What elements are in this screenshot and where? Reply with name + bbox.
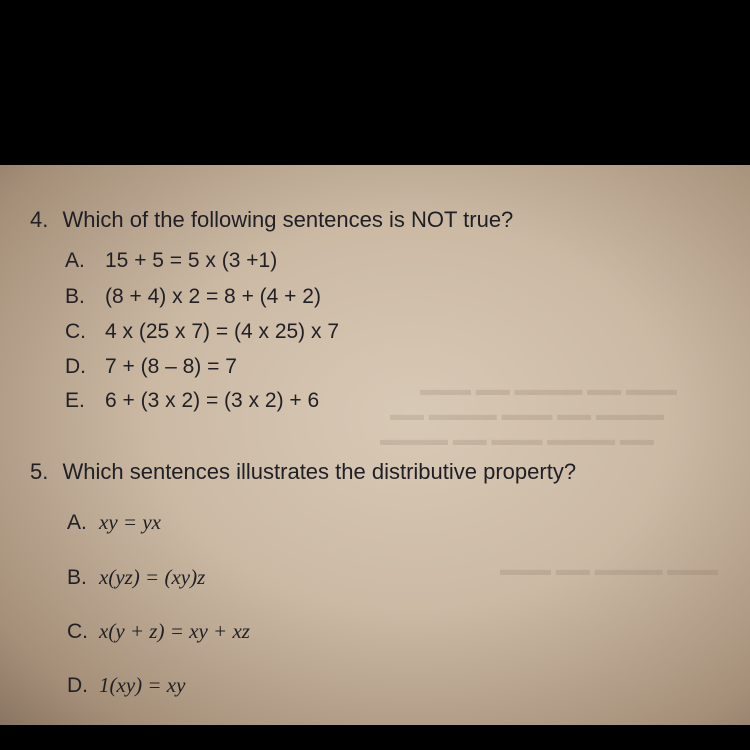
question-number: 5.	[30, 459, 49, 484]
show-through-texture: ▬▬▬ ▬▬▬▬ ▬▬ ▬▬▬	[500, 560, 719, 579]
option-expression: 1(xy) = xy	[99, 673, 186, 697]
option-letter: B.	[65, 285, 85, 308]
option-expression: 15 + 5 = 5 x (3 +1)	[105, 249, 278, 272]
option-expression: 6 + (3 x 2) = (3 x 2) + 6	[105, 389, 320, 412]
option-letter: D.	[67, 674, 88, 697]
worksheet-paper	[0, 165, 750, 725]
option-letter: A.	[65, 249, 85, 272]
option-letter: C.	[65, 320, 86, 343]
question-5	[30, 459, 576, 485]
option-letter: D.	[65, 355, 86, 378]
option-4a	[65, 249, 277, 273]
option-5d	[67, 673, 185, 698]
option-expression: x(y + z) = xy + xz	[99, 619, 250, 643]
option-4b	[65, 285, 321, 309]
question-number: 4.	[30, 207, 49, 232]
option-expression: xy = yx	[99, 510, 161, 534]
option-4e	[65, 389, 319, 413]
option-4c	[65, 320, 339, 344]
option-letter: C.	[67, 620, 88, 643]
option-letter: E.	[65, 389, 85, 412]
option-5c	[67, 619, 250, 644]
option-expression: 4 x (25 x 7) = (4 x 25) x 7	[105, 320, 340, 343]
option-letter: A.	[67, 511, 87, 534]
option-letter: B.	[67, 566, 87, 589]
show-through-texture: ▬▬▬▬ ▬▬ ▬▬▬ ▬▬▬▬ ▬▬	[390, 405, 664, 424]
question-prompt: Which sentences illustrates the distributive property?	[62, 459, 577, 484]
option-expression: x(yz) = (xy)z	[99, 565, 206, 589]
question-prompt: Which of the following sentences is NOT true?	[62, 207, 514, 232]
question-4	[30, 207, 513, 233]
option-expression: 7 + (8 – 8) = 7	[105, 355, 237, 378]
option-4d	[65, 355, 237, 379]
option-5a	[67, 510, 161, 535]
option-expression: (8 + 4) x 2 = 8 + (4 + 2)	[105, 285, 321, 308]
option-5b	[67, 565, 205, 590]
show-through-texture: ▬▬▬ ▬▬ ▬▬▬▬ ▬▬ ▬▬▬	[420, 380, 677, 399]
show-through-texture: ▬▬ ▬▬▬▬ ▬▬▬ ▬▬ ▬▬▬▬	[380, 430, 654, 449]
